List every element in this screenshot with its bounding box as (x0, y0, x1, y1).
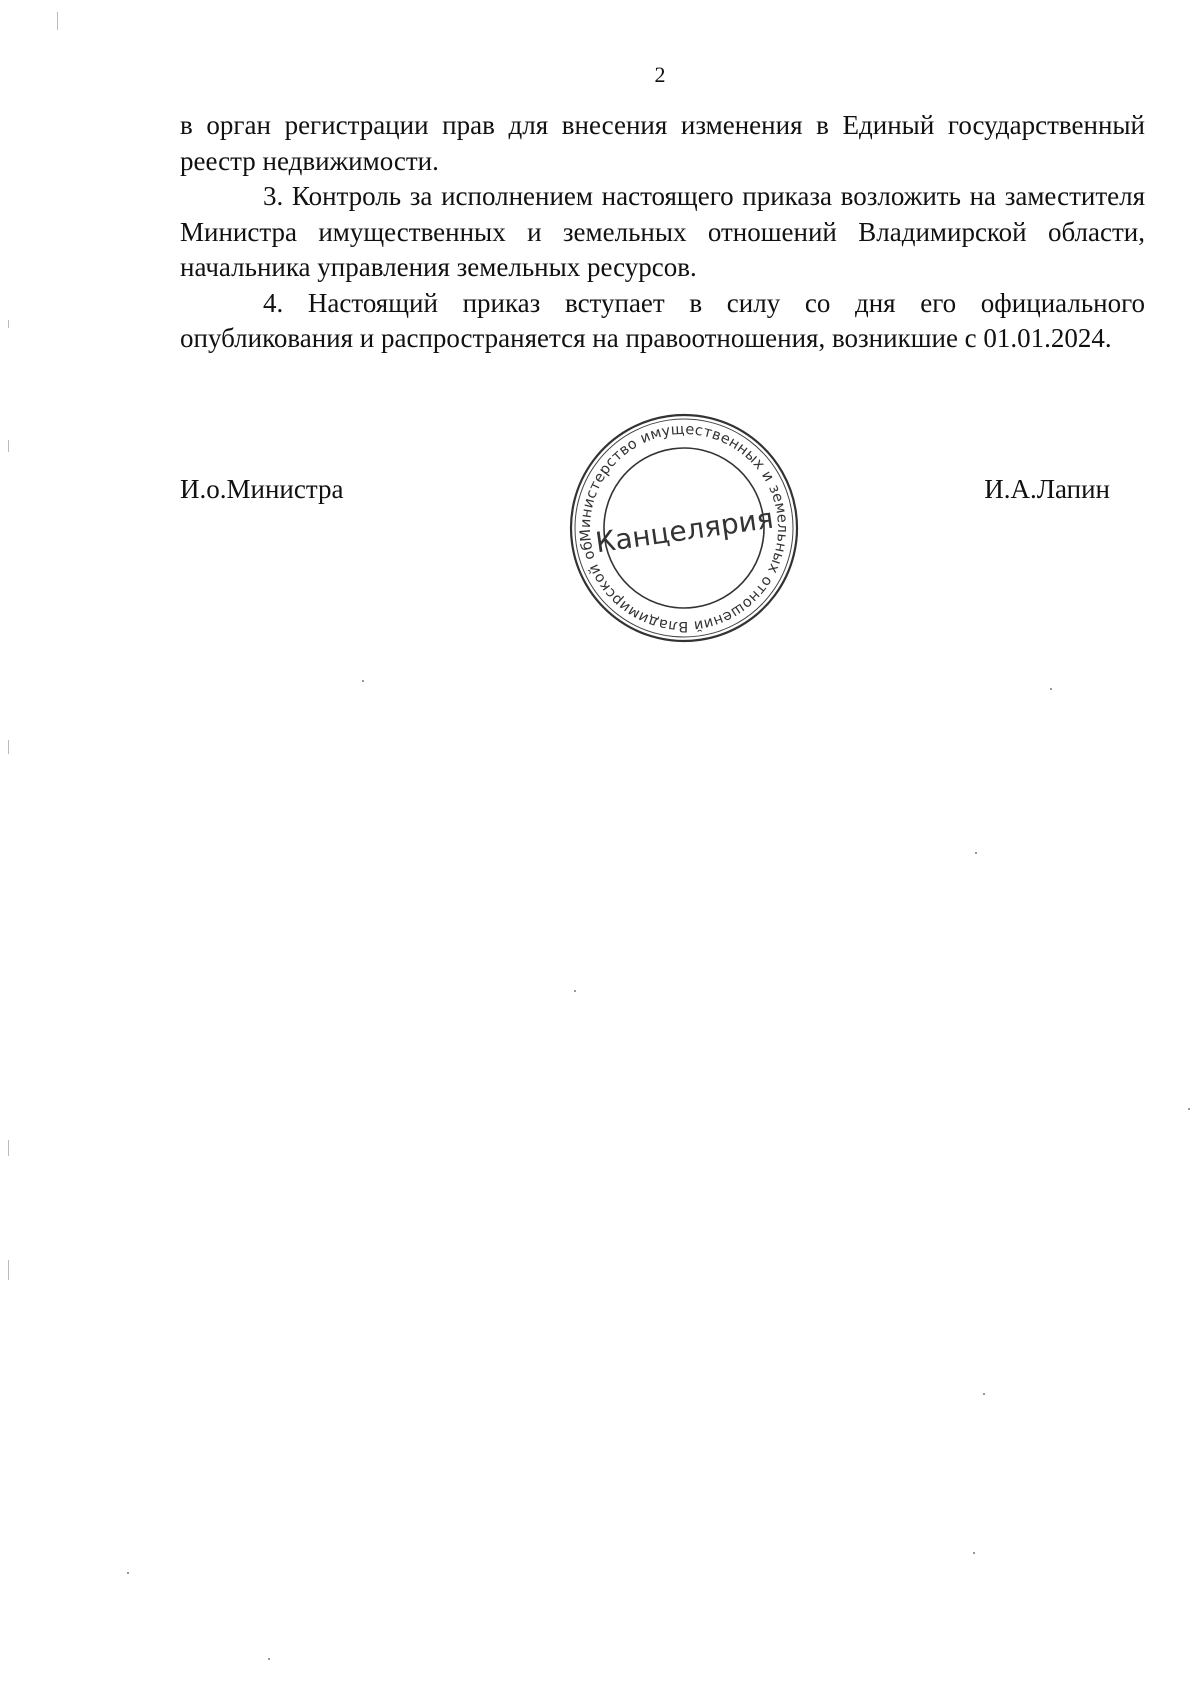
stamp-center-text: Канцелярия (593, 501, 776, 560)
paragraph-item-4: 4. Настоящий приказ вступает в силу со дня его официального опубликования и распространяется на правоотношения, возникшие с 01.01.2024. (180, 287, 1145, 353)
stamp-seal-graphic (566, 410, 802, 646)
paragraph-item-3: 3. Контроль за исполнением настоящего приказа возложить на заместителя Министра имущественных и земельных отношений Владимирской области, начальника управления земельных ресурсов. (180, 181, 1145, 282)
scan-artifact (8, 740, 9, 754)
scan-speck (975, 852, 977, 854)
scan-speck (973, 1552, 975, 1554)
scan-speck (983, 1393, 985, 1395)
signatory-name: И.А.Лапин (984, 474, 1110, 504)
signatory-position: И.о.Министра (180, 474, 344, 504)
document-body (180, 108, 1145, 357)
paragraph-continuation: в орган регистрации прав для внесения изменения в Единый государственный реестр недвижимости. (180, 110, 1145, 176)
scan-speck (268, 1658, 270, 1660)
scan-speck (1188, 1108, 1190, 1110)
scan-speck (362, 680, 364, 682)
stamp-ring-text: Министерство имущественных и земельных отношений Владимирской области (577, 421, 791, 635)
scan-artifact (8, 1140, 9, 1156)
scan-speck (574, 990, 576, 992)
page-number: 2 (654, 62, 666, 87)
scan-speck (127, 1572, 129, 1574)
scan-speck (1050, 688, 1052, 690)
official-stamp (566, 410, 802, 646)
scan-artifact (8, 440, 9, 452)
scan-artifact (8, 1260, 9, 1280)
scan-artifact (57, 12, 58, 30)
scan-artifact (8, 320, 9, 328)
